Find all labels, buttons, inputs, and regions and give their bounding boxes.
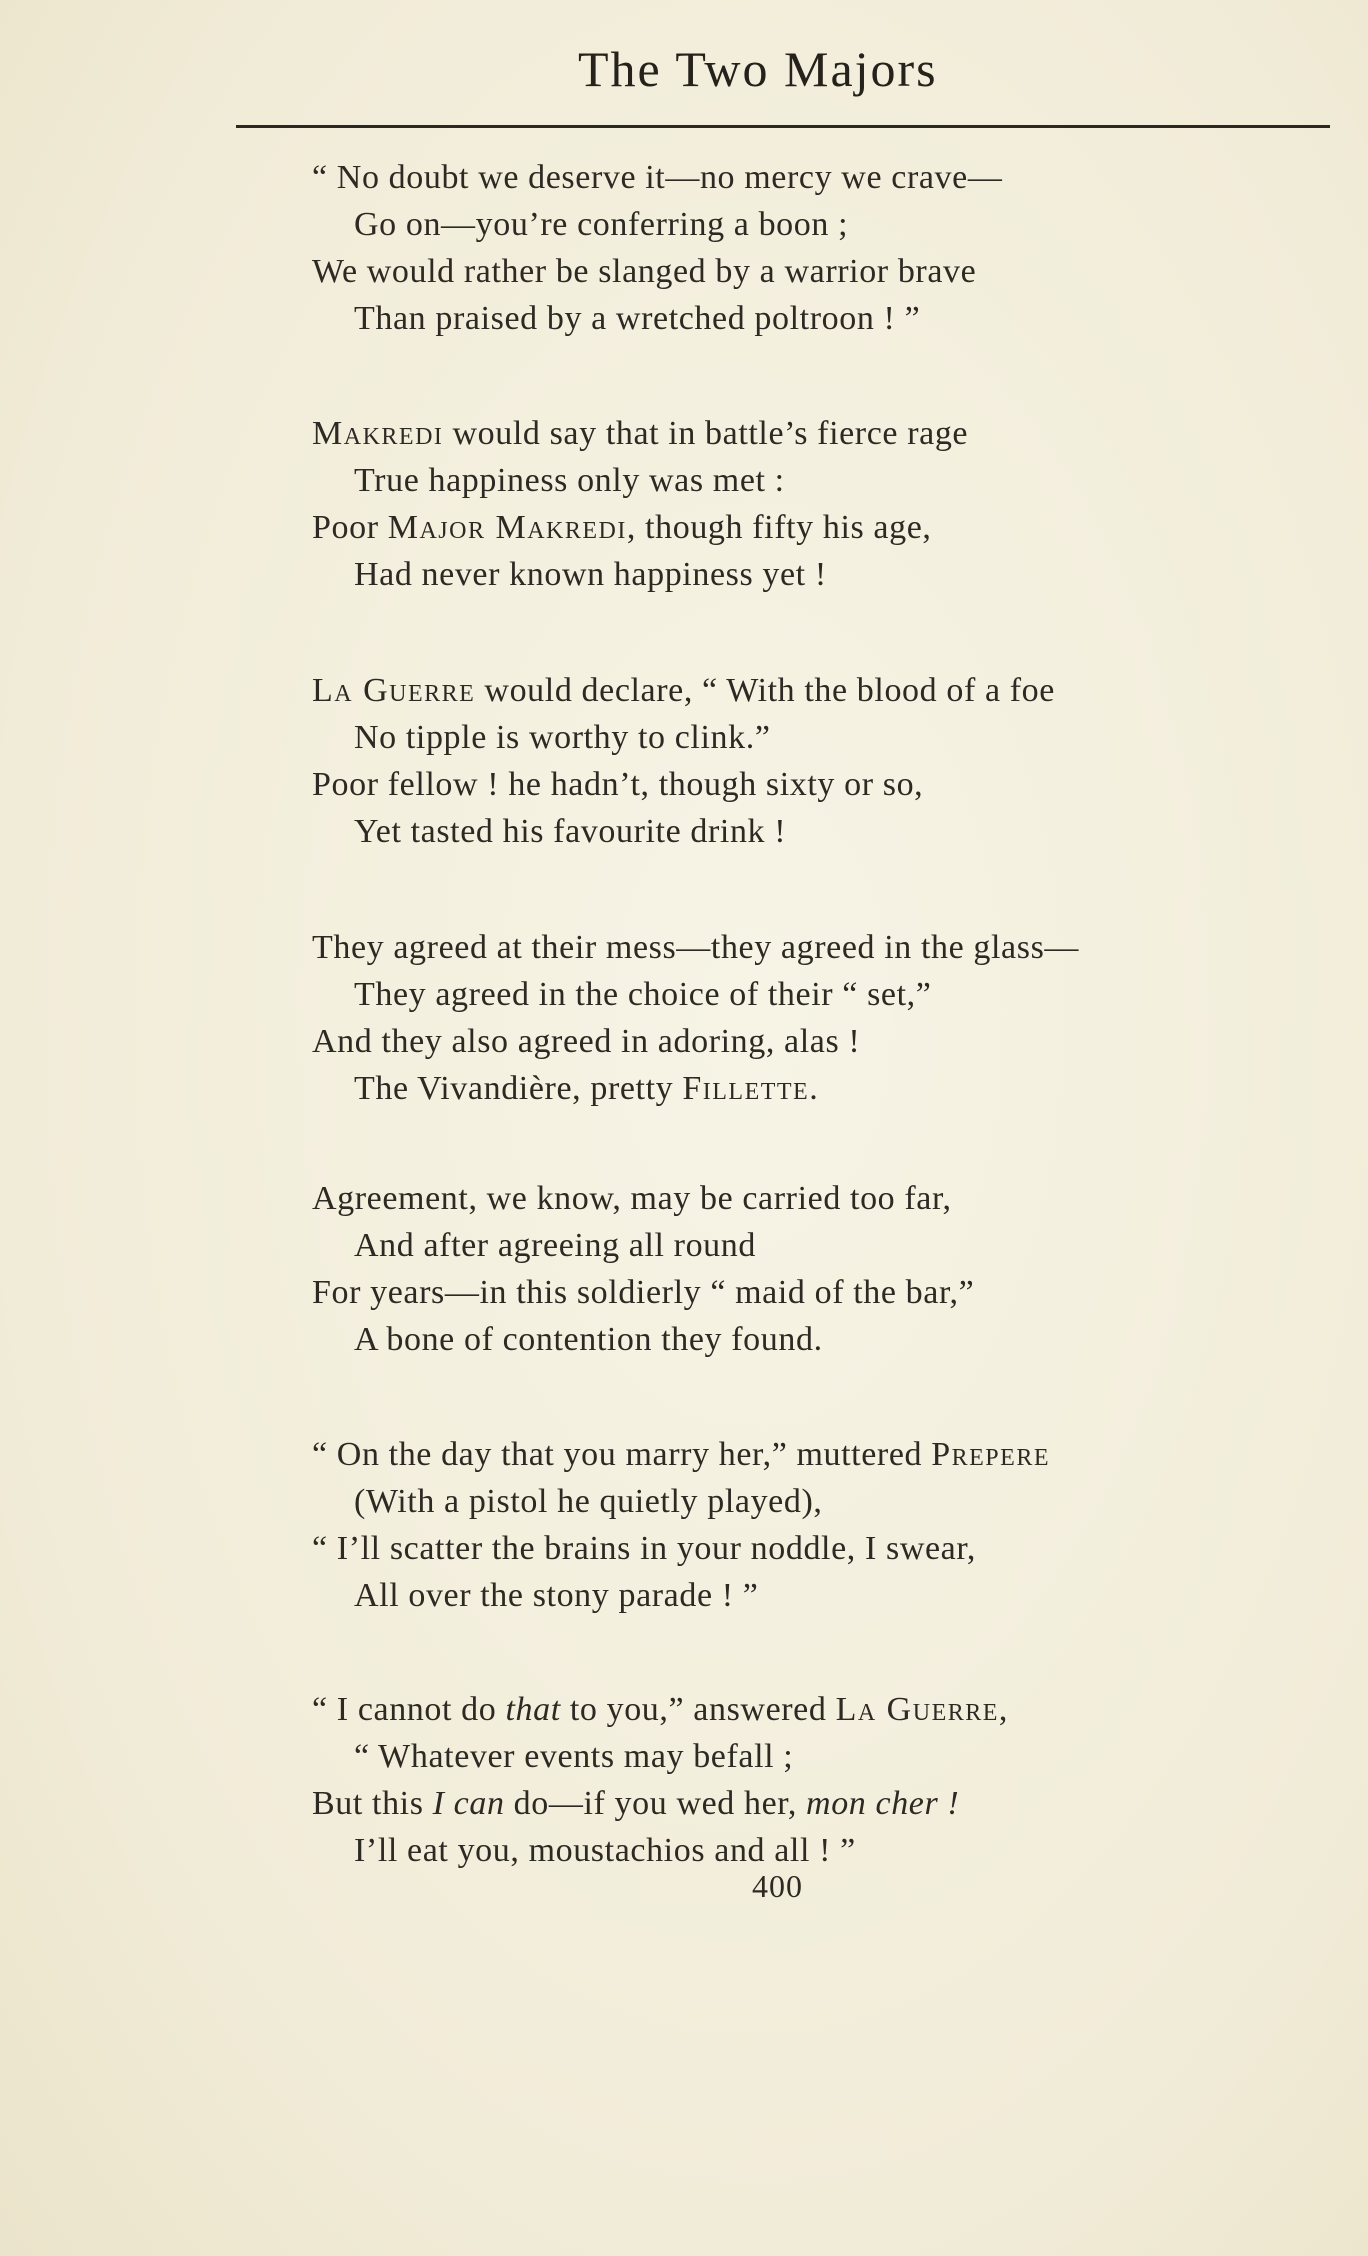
verse-line: They agreed in the choice of their “ set,” [354, 976, 932, 1013]
verse-line: La Guerre would declare, “ With the blood of a foe [312, 672, 1055, 709]
verse-line: “ No doubt we deserve it—no mercy we crave— [312, 159, 1003, 196]
stanza-3 [312, 667, 1312, 855]
italic-word: I can [432, 1785, 505, 1822]
verse-line: (With a pistol he quietly played), [354, 1483, 823, 1520]
verse-line: I’ll eat you, moustachios and all ! ” [354, 1832, 856, 1869]
character-name: Fillette [682, 1070, 810, 1107]
verse-line: No tipple is worthy to clink.” [354, 719, 771, 756]
italic-word: that [505, 1691, 561, 1728]
stanza-4 [312, 924, 1312, 1112]
verse-line: Than praised by a wretched poltroon ! ” [354, 300, 921, 337]
italic-word: mon cher ! [806, 1785, 960, 1822]
stanza-7 [312, 1686, 1312, 1874]
header-rule [236, 125, 1330, 128]
character-name: La Guerre [835, 1691, 999, 1728]
stanza-5 [312, 1175, 1312, 1363]
verse-line: “ On the day that you marry her,” muttered Prepere [312, 1436, 1050, 1473]
verse-line: Poor fellow ! he hadn’t, though sixty or so, [312, 766, 924, 803]
verse-line: The Vivandière, pretty Fillette. [354, 1070, 819, 1107]
verse-line: But this I can do—if you wed her, mon cher ! [312, 1785, 960, 1822]
verse-line: And they also agreed in adoring, alas ! [312, 1023, 861, 1060]
verse-line: A bone of contention they found. [354, 1321, 823, 1358]
verse-line: True happiness only was met : [354, 462, 785, 499]
verse-line: Yet tasted his favourite drink ! [354, 813, 787, 850]
verse-line: We would rather be slanged by a warrior brave [312, 253, 977, 290]
character-name: Major Makredi [387, 509, 627, 546]
verse-line: And after agreeing all round [354, 1227, 756, 1264]
running-title: The Two Majors [578, 41, 938, 97]
verse-line: “ I cannot do that to you,” answered La Guerre, [312, 1691, 1009, 1728]
stanza-2 [312, 410, 1312, 598]
stanza-6 [312, 1431, 1312, 1619]
stanza-1 [312, 154, 1312, 342]
verse-line: Go on—you’re conferring a boon ; [354, 206, 849, 243]
verse-line: For years—in this soldierly “ maid of the bar,” [312, 1274, 975, 1311]
verse-line: “ Whatever events may befall ; [354, 1738, 794, 1775]
verse-line: Agreement, we know, may be carried too far, [312, 1180, 952, 1217]
verse-line: “ I’ll scatter the brains in your noddle, I swear, [312, 1530, 977, 1567]
page-number: 400 [752, 1868, 803, 1904]
verse-line: Had never known happiness yet ! [354, 556, 827, 593]
character-name: Makredi [312, 415, 444, 452]
verse-line: They agreed at their mess—they agreed in the glass— [312, 929, 1080, 966]
verse-line: Poor Major Makredi, though fifty his age, [312, 509, 932, 546]
verse-line: Makredi would say that in battle’s fierce rage [312, 415, 969, 452]
character-name: La Guerre [312, 672, 476, 709]
verse-line: All over the stony parade ! ” [354, 1577, 759, 1614]
character-name: Prepere [931, 1436, 1050, 1473]
